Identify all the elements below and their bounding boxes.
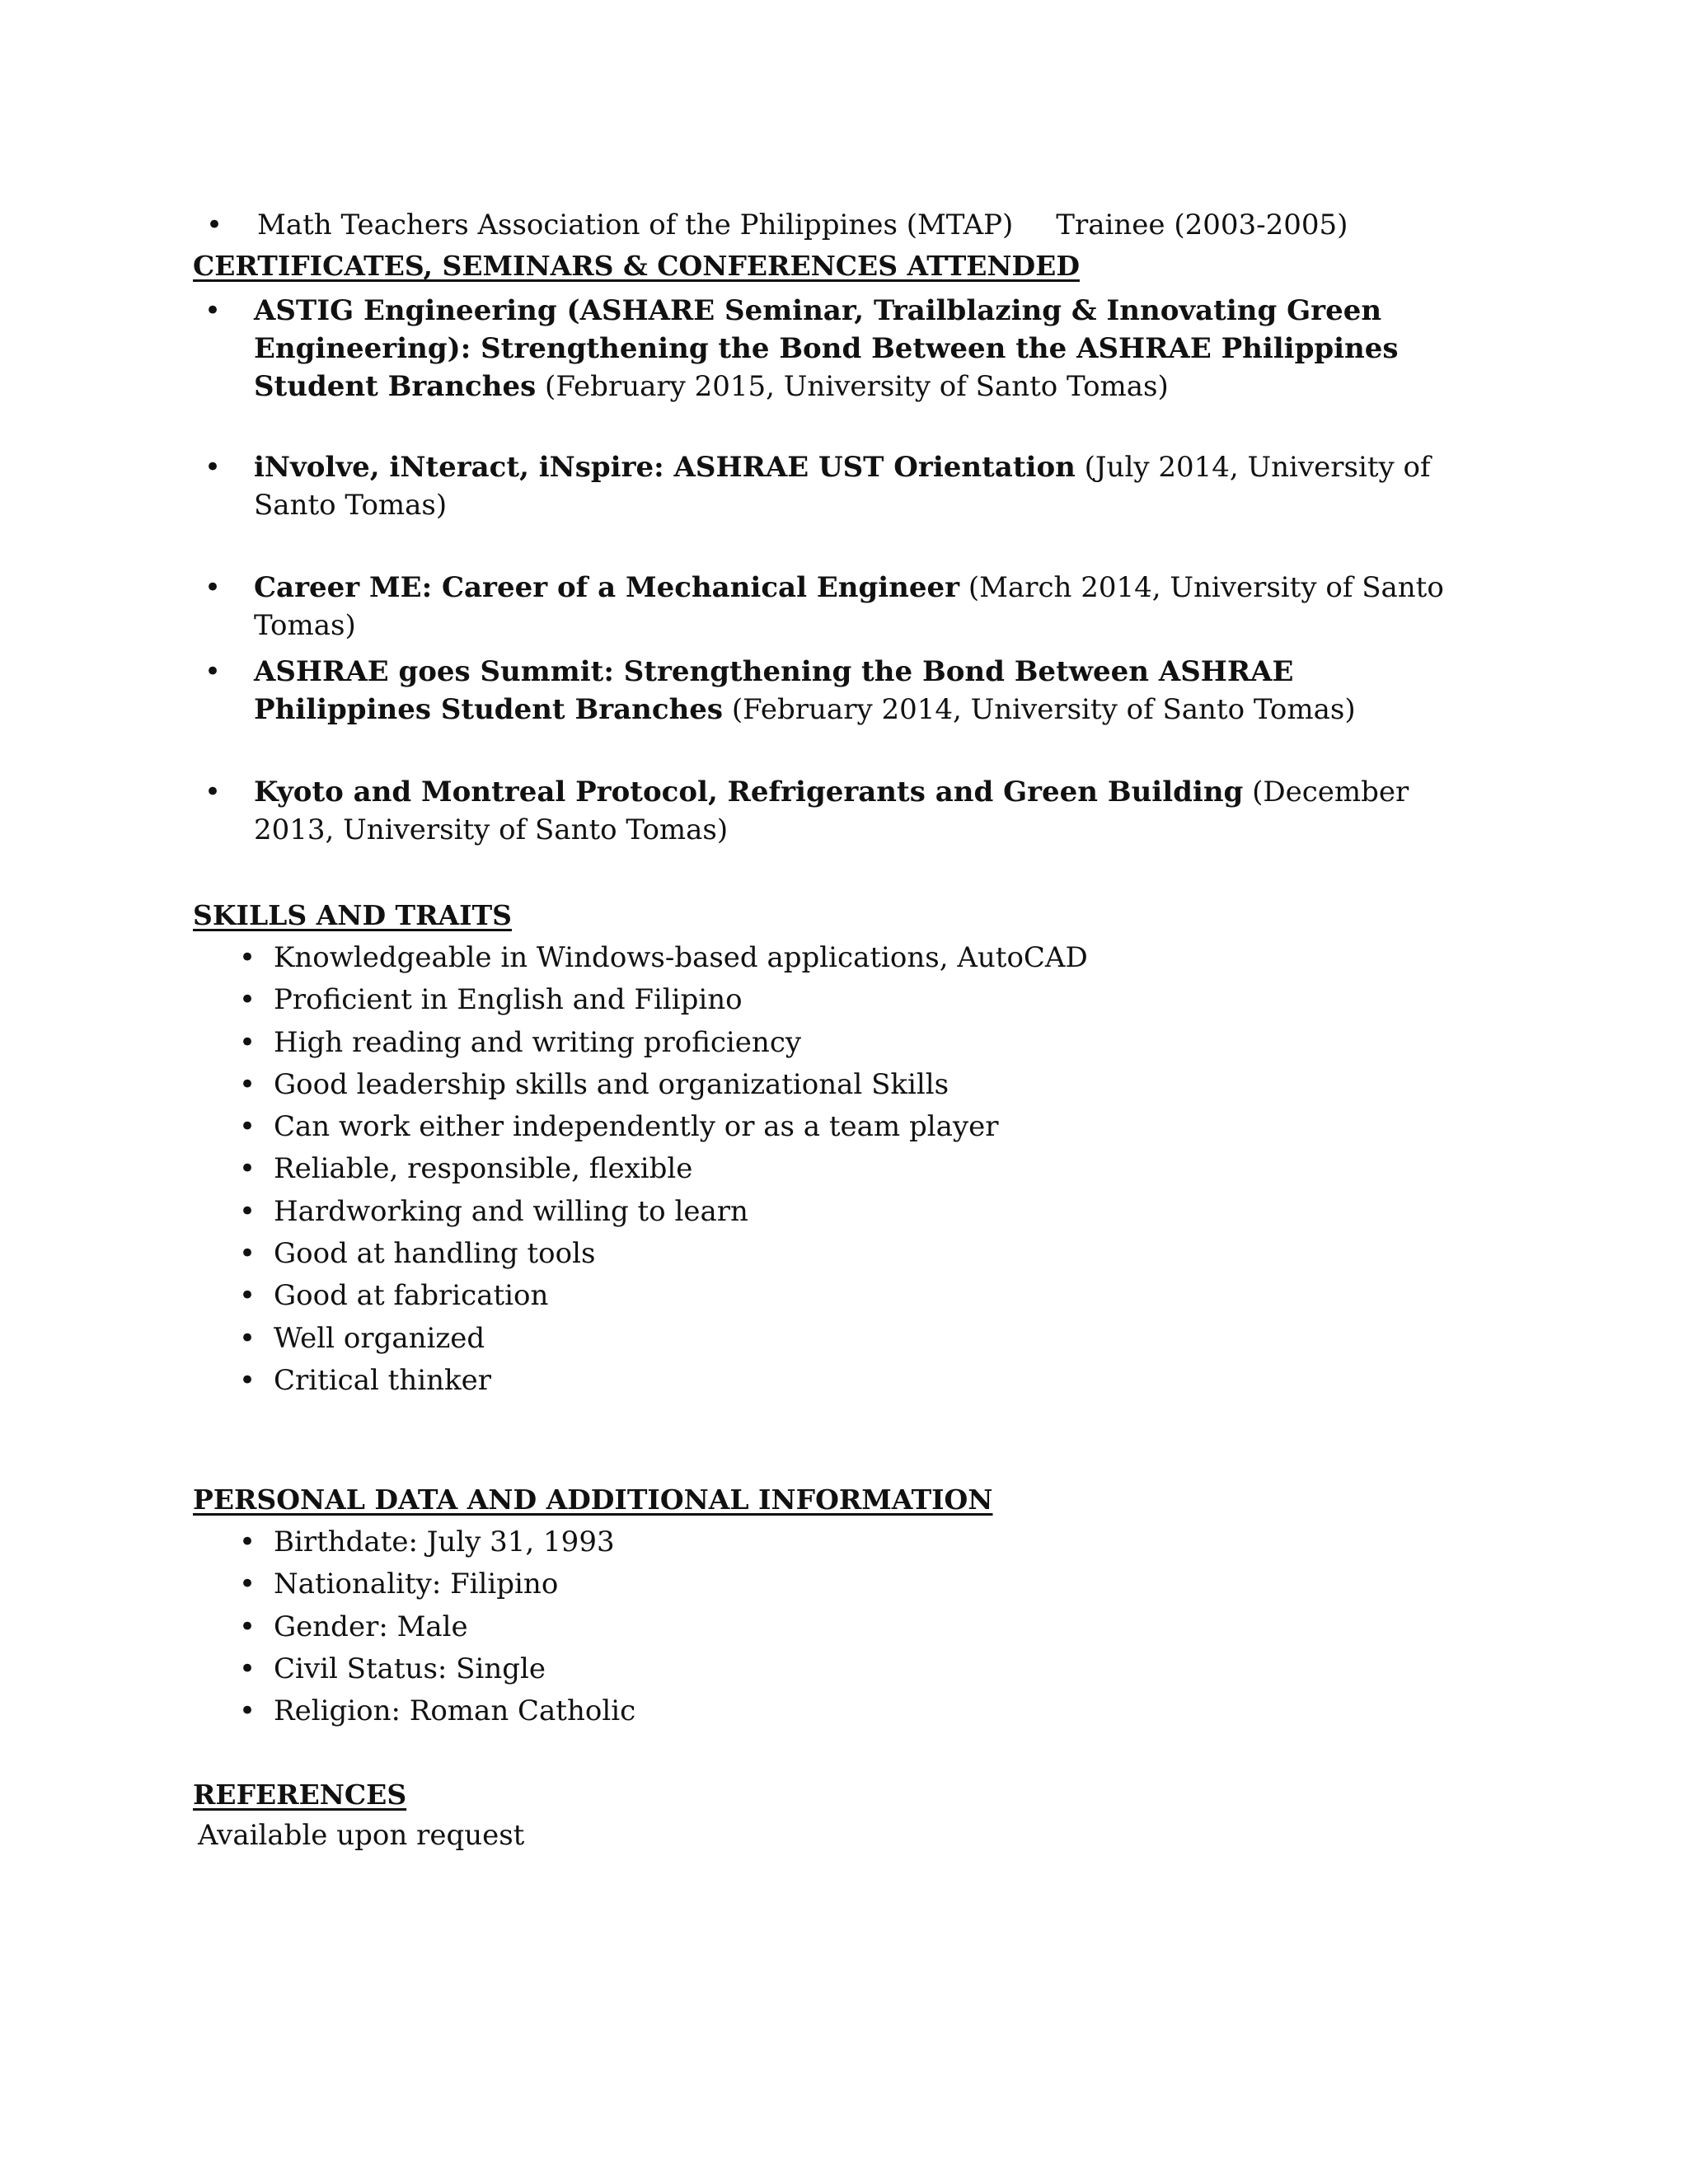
certificate-detail: (February 2014, University of Santo Tomas): [723, 693, 1356, 726]
bullet: •: [239, 1321, 256, 1355]
skill-text: Good leadership skills and organizational Skills: [274, 1067, 950, 1101]
list-item: [239, 1521, 635, 1563]
certificates-heading: CERTIFICATES, SEMINARS & CONFERENCES ATTENDED: [193, 250, 1080, 282]
bullet: •: [239, 1526, 256, 1558]
personal-data-text: Birthdate: July 31, 1993: [274, 1526, 615, 1558]
certificate-detail: (February 2015, University of Santo Tomas): [536, 370, 1169, 403]
references-text: Available upon request: [198, 1819, 525, 1852]
certificate-title: Career ME: Career of a Mechanical Engineer: [254, 571, 960, 604]
bullet: •: [239, 1279, 256, 1313]
certificate-detail: (July 2014, University of Santo Tomas): [254, 451, 1431, 522]
list-item: [239, 1318, 1088, 1360]
personal-data-text: Civil Status: Single: [274, 1652, 546, 1685]
skill-text: Proficient in English and Filipino: [274, 983, 743, 1017]
list-item: [239, 1233, 1088, 1275]
list-item: [239, 1106, 1088, 1148]
organization-name: Math Teachers Association of the Philippines (MTAP): [257, 209, 1014, 241]
personal-data-text: Gender: Male: [274, 1610, 468, 1643]
list-item: [239, 1275, 1088, 1317]
skill-text: Reliable, responsible, flexible: [274, 1152, 693, 1186]
bullet: •: [239, 1363, 256, 1397]
list-item: [239, 1648, 635, 1690]
bullet: •: [239, 1194, 256, 1228]
bullet: •: [239, 1652, 256, 1685]
bullet: •: [239, 1110, 256, 1144]
skill-text: Hardworking and willing to learn: [274, 1194, 748, 1228]
skills-heading: SKILLS AND TRAITS: [193, 899, 512, 931]
list-item: [239, 1064, 1088, 1106]
personal-data-list: [239, 1521, 635, 1732]
bullet: •: [204, 451, 222, 484]
skill-text: Knowledgeable in Windows-based applications, AutoCAD: [274, 941, 1088, 974]
list-item: [239, 1606, 635, 1648]
certificate-detail: (March 2014, University of Santo Tomas): [254, 571, 1444, 642]
organization-row: [206, 206, 1348, 244]
personal-data-text: Nationality: Filipino: [274, 1568, 559, 1601]
list-item: [239, 1360, 1088, 1402]
bullet: •: [239, 1152, 256, 1186]
list-item: [239, 979, 1088, 1021]
bullet: •: [204, 776, 222, 808]
certificate-text: [254, 569, 1457, 644]
skill-text: Critical thinker: [274, 1363, 491, 1397]
list-item: [239, 1022, 1088, 1064]
bullet: •: [239, 983, 256, 1017]
bullet: •: [204, 655, 222, 688]
skill-text: Good at fabrication: [274, 1279, 549, 1313]
bullet: •: [239, 1025, 256, 1059]
personal-data-text: Religion: Roman Catholic: [274, 1694, 636, 1728]
organization-role: Trainee (2003-2005): [1056, 209, 1348, 241]
personal-data-heading: PERSONAL DATA AND ADDITIONAL INFORMATION: [193, 1483, 993, 1516]
skill-text: High reading and writing proficiency: [274, 1025, 802, 1059]
bullet: •: [206, 209, 223, 241]
certificate-title: Kyoto and Montreal Protocol, Refrigerants and Green Building: [254, 776, 1244, 808]
list-item: [239, 1191, 1088, 1233]
skill-text: Can work either independently or as a team player: [274, 1110, 999, 1144]
certificate-text: [254, 773, 1457, 849]
bullet: •: [239, 941, 256, 974]
certificate-title: iNvolve, iNteract, iNspire: ASHRAE UST Orientation: [254, 451, 1076, 484]
certificate-title: ASTIG Engineering (ASHARE Seminar, Trailblazing & Innovating Green Engineering): Strengthening the Bond Between the ASHRAE Philippines Student Branches: [254, 294, 1399, 403]
skills-list: [239, 937, 1088, 1402]
bullet: •: [239, 1694, 256, 1728]
bullet: •: [239, 1067, 256, 1101]
bullet: •: [239, 1568, 256, 1601]
list-item: [239, 1148, 1088, 1190]
skill-text: Well organized: [274, 1321, 485, 1355]
list-item: [239, 1563, 635, 1605]
certificate-detail: (December 2013, University of Santo Tomas): [254, 776, 1409, 846]
list-item: [239, 1690, 635, 1732]
skill-text: Good at handling tools: [274, 1237, 596, 1271]
bullet: •: [239, 1610, 256, 1643]
list-item: [239, 937, 1088, 979]
certificate-text: [254, 653, 1457, 729]
certificate-text: [254, 292, 1457, 405]
bullet: •: [239, 1237, 256, 1271]
certificate-text: [254, 448, 1457, 524]
bullet: •: [204, 571, 222, 604]
certificate-title: ASHRAE goes Summit: Strengthening the Bond Between ASHRAE Philippines Student Branches: [254, 655, 1294, 726]
references-heading: REFERENCES: [193, 1779, 407, 1811]
bullet: •: [204, 294, 222, 327]
